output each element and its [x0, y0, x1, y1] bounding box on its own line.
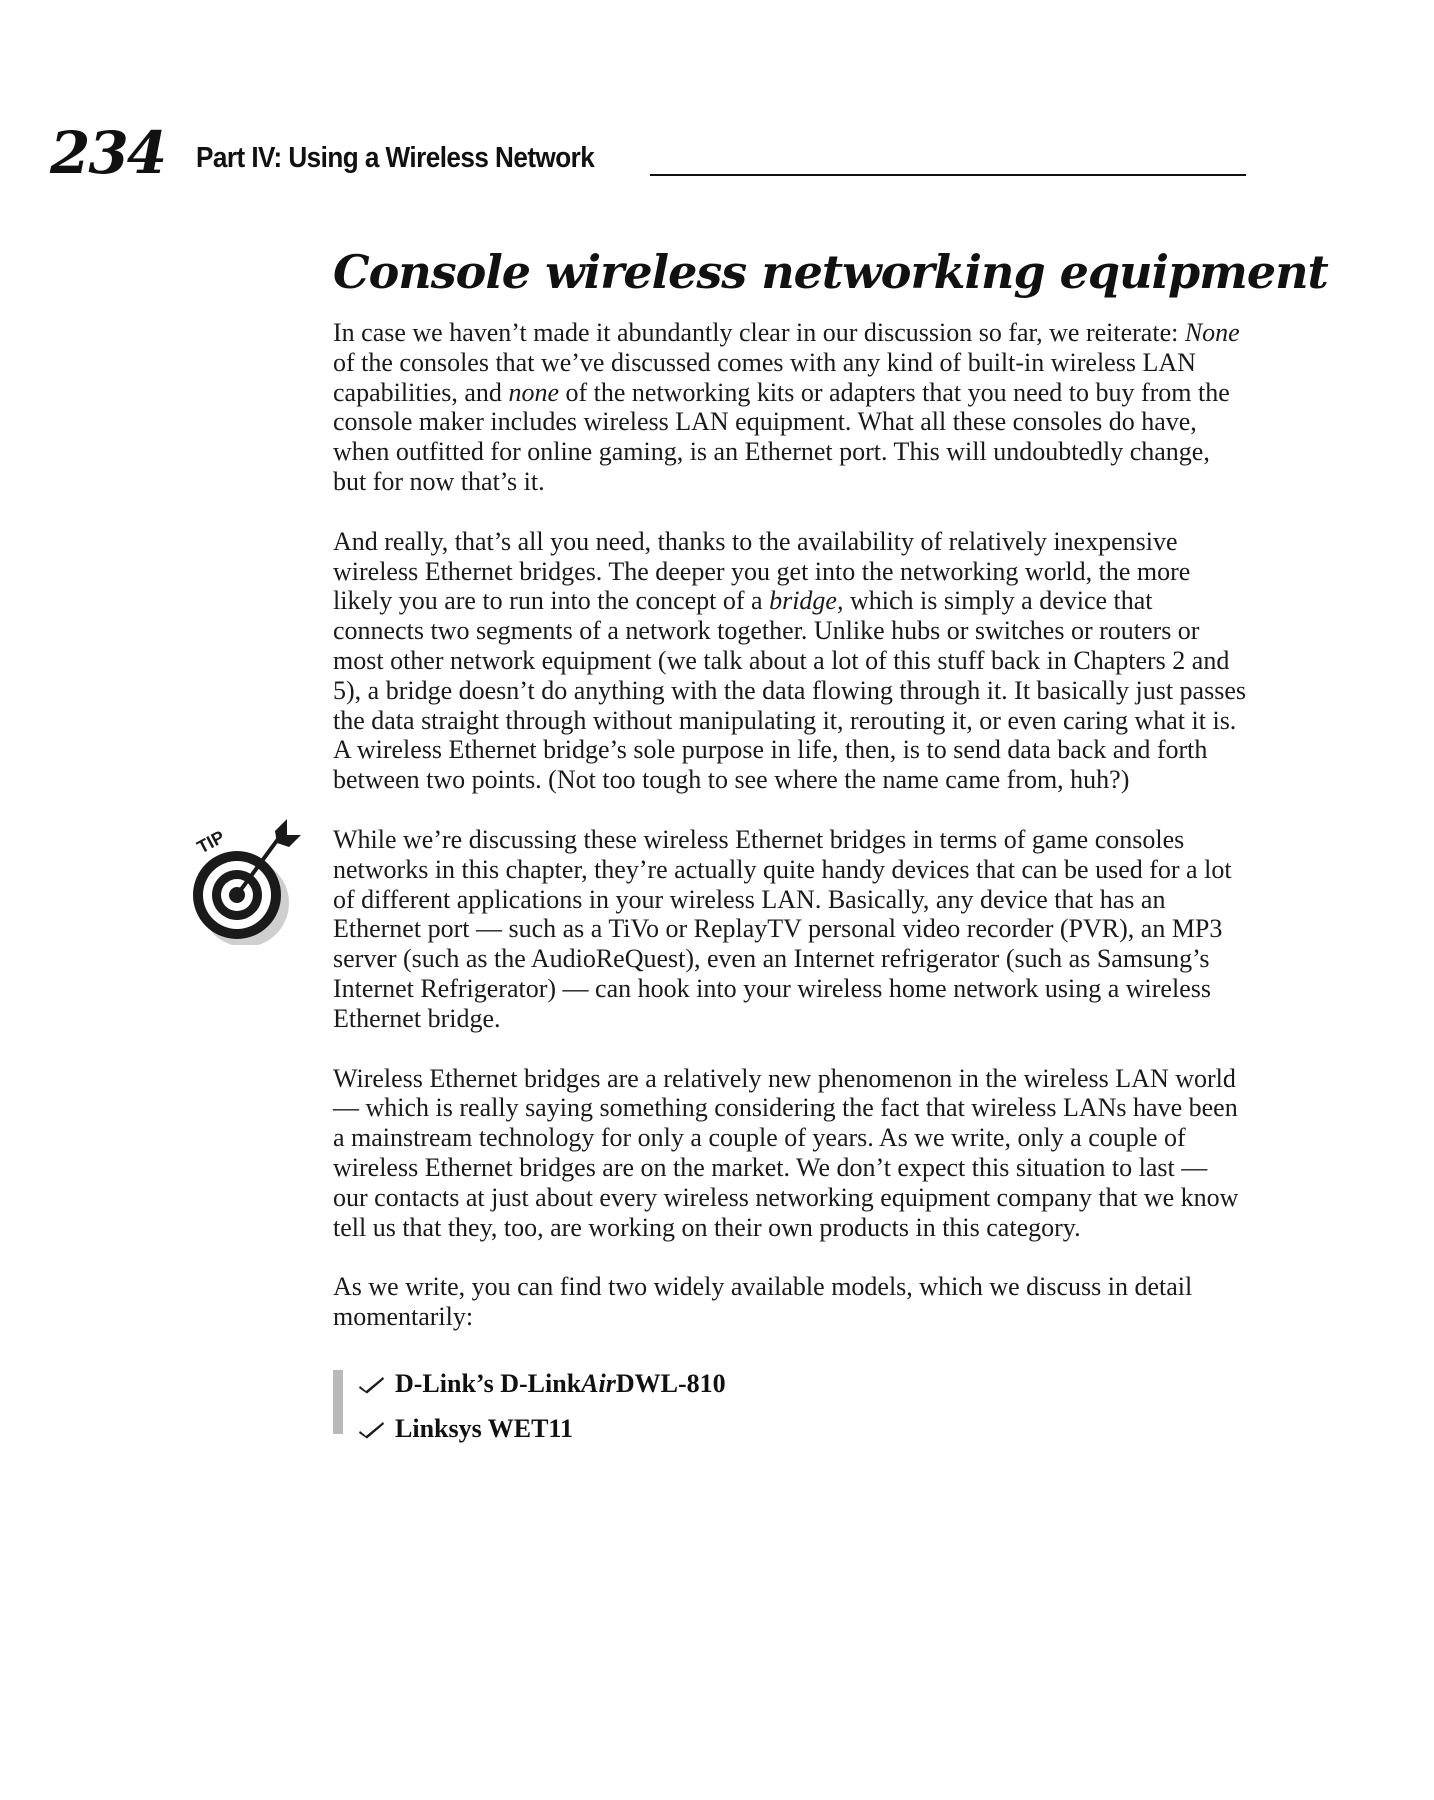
paragraph-1-text-a: In case we haven’t made it abundantly clear in our discussion so far, we reiterate:: [333, 318, 1185, 347]
list-item-text-air: Air: [581, 1369, 616, 1399]
check-icon: [359, 1374, 385, 1394]
paragraph-1-emphasis-none-lower: none: [508, 377, 559, 407]
header-rule: [650, 174, 1246, 176]
tip-text: While we’re discussing these wireless Ethernet bridges in terms of game consoles networks in this chapter, they’re actually quite handy devices that can be used for a lot of different applications in your wireless LAN. Basically, any device that has an Ethernet port — such as a TiVo or ReplayTV personal video recorder (PVR), an MP3 server (such as the AudioReQuest), even an Internet refrigerator (such as Samsung’s Internet Refrigerator) — can hook into your wireless home network using a wireless Ethernet bridge.: [333, 824, 1232, 1033]
page-header: [50, 118, 1246, 188]
list-item-text-a: D-Link’s D-Link: [395, 1369, 582, 1399]
paragraph-5: As we write, you can find two widely available models, which we discuss in detail momentarily:: [333, 1272, 1193, 1332]
tip-target-icon: [183, 813, 307, 945]
list-item: [359, 1362, 1246, 1407]
check-icon: [359, 1419, 385, 1439]
paragraph-2-text-c: which is simply a device that connects two segments of a network together. Unlike hubs or switches or routers or most other network equipment (we talk about a lot of this stuff back in Chapters 2 and 5), a bridge doesn’t do anything with the data flowing through it. It basically just passes the data straight through without manipulating it, rerouting it, or even caring what it is. A wireless Ethernet bridge’s sole purpose in life, then, is to send data back and forth between two points. (Not too tough to see where the name came from, huh?): [333, 586, 1246, 795]
list-item: [359, 1407, 1246, 1452]
bullet-list: [333, 1362, 1246, 1452]
tip-label: TIP: [193, 826, 228, 858]
section-title: Console wireless networking equipment: [333, 245, 1328, 299]
paragraph-1-text-c: of the consoles that we’ve discussed comes with any kind of built-in wireless LAN capabilities, and: [333, 347, 1196, 407]
paragraph-1-text-e: of the networking kits or adapters that you need to buy from the console maker includes wireless LAN equipment. What all these consoles do have, when outfitted for online gaming, is an Ethernet port. This will undoubtedly change, but for now that’s it.: [333, 377, 1230, 496]
page-number: 234: [50, 119, 166, 187]
paragraph-2-emphasis-bridge: bridge,: [769, 586, 844, 616]
paragraph-1-emphasis-none: None: [1184, 318, 1240, 347]
list-item-text: Linksys WET11: [395, 1414, 574, 1444]
running-head: Part IV: Using a Wireless Network: [196, 142, 595, 174]
paragraph-4: Wireless Ethernet bridges are a relatively new phenomenon in the wireless LAN world — which is really saying something considering the fact that wireless LANs have been a mainstream technology for only a couple of years. As we write, only a couple of wireless Ethernet bridges are on the market. We don’t expect this situation to last — our contacts at just about every wireless networking equipment company that we know tell us that they, too, are working on their own products in this category.: [333, 1063, 1239, 1242]
paragraph-2-text-a: And really, that’s all you need, thanks to the availability of relatively inexpensive wireless Ethernet bridges. The deeper you get into the networking world, the more likely you are to run into the concept of a: [333, 526, 1191, 616]
tip-block: [193, 824, 1246, 1034]
paragraph-2: [333, 527, 1246, 795]
paragraph-1: [333, 318, 1246, 497]
bullet-list-bar: [333, 1370, 343, 1434]
page-body: [193, 240, 1328, 1452]
list-item-text-c: DWL-810: [615, 1369, 726, 1399]
